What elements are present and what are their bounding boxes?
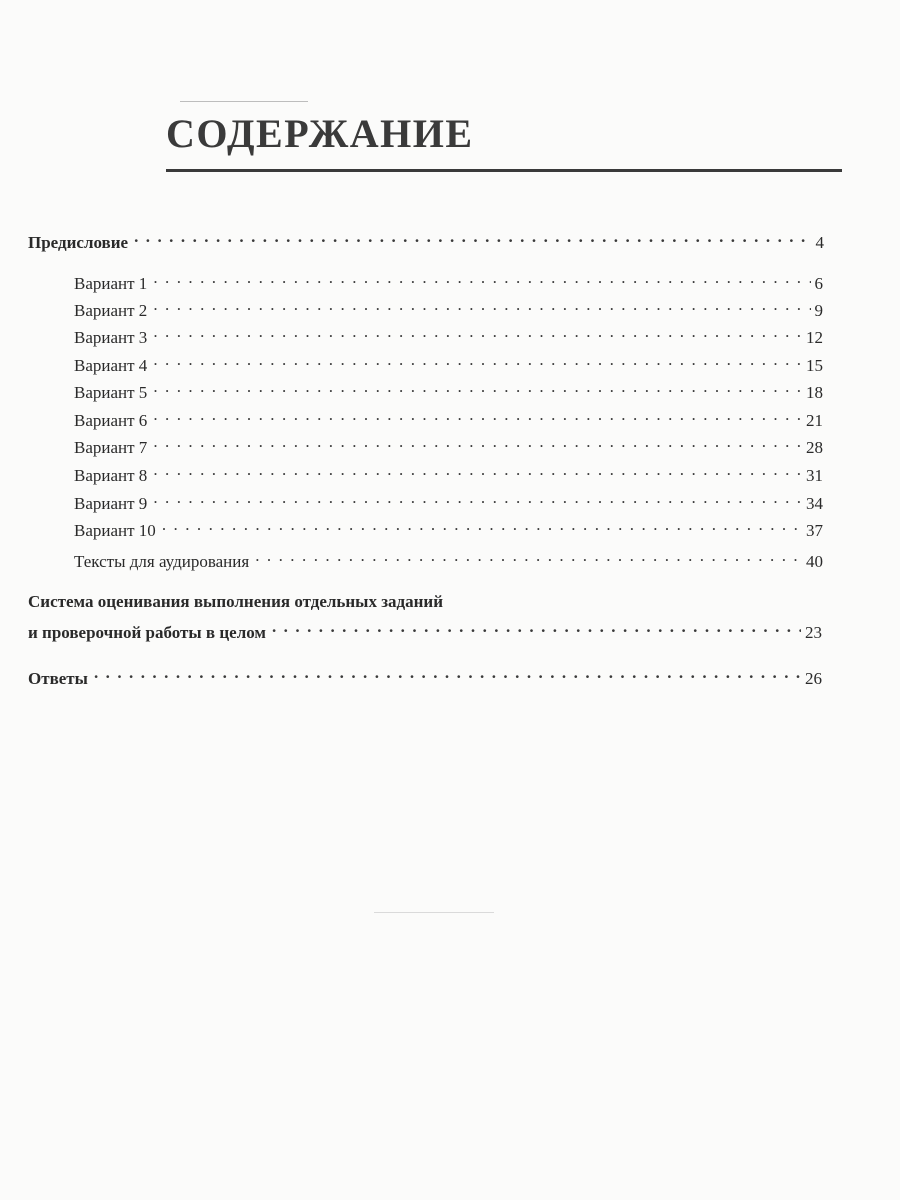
toc-entry-listening-texts[interactable] [74,545,823,571]
toc-entry-page: 28 [806,438,823,457]
toc-entry-label: Вариант 2 [74,301,148,320]
dot-leader [153,267,810,289]
toc-entry-label: Вариант 5 [74,383,148,402]
toc-entry-label: Вариант 1 [74,274,148,293]
dot-leader [153,487,802,509]
toc-entry-page: 4 [815,233,824,252]
toc-entry-label: Вариант 6 [74,411,148,430]
dot-leader [94,662,801,684]
toc-entry-preface[interactable] [28,226,824,252]
dot-leader [153,431,802,453]
bleed-through-mark [374,912,494,913]
toc-entry-page: 21 [806,411,823,430]
dot-leader [153,349,802,371]
toc-entry-page: 34 [806,494,823,513]
toc-entry-variant-3[interactable] [74,321,823,347]
toc-entry-label: Ответы [28,669,88,688]
toc-entry-variant-9[interactable] [74,487,823,513]
toc-entry-label: Вариант 10 [74,521,156,540]
toc-entry-label: Вариант 8 [74,466,148,485]
toc-entry-label: Вариант 7 [74,438,148,457]
toc-entry-variant-6[interactable] [74,404,823,430]
toc-entry-evaluation-line1[interactable]: Система оценивания выполнения отдельных заданий [28,592,444,611]
toc-entry-label: Вариант 3 [74,328,148,347]
toc-entry-variant-5[interactable] [74,376,823,402]
title-top-rule [180,101,308,102]
dot-leader [162,514,802,536]
toc-entry-variant-4[interactable] [74,349,823,375]
toc-entry-label: и проверочной работы в целом [28,623,266,642]
toc-entry-label: Вариант 9 [74,494,148,513]
toc-entry-label: Предисловие [28,233,129,252]
page-title: СОДЕРЖАНИЕ [166,111,474,156]
title-underline [166,169,842,172]
toc-entry-variant-8[interactable] [74,459,823,485]
toc-entry-page: 9 [814,301,823,320]
toc-entry-page: 23 [805,623,822,642]
toc-entry-label: Вариант 4 [74,356,148,375]
dot-leader [153,294,810,316]
dot-leader [153,376,802,398]
toc-entry-page: 12 [806,328,823,347]
toc-entry-variant-1[interactable] [74,267,823,293]
toc-entry-page: 6 [814,274,823,293]
dot-leader [134,226,811,248]
toc-entry-label: Тексты для аудирования [74,552,250,571]
toc-entry-answers[interactable] [28,662,822,688]
toc-entry-page: 26 [805,669,822,688]
dot-leader [153,404,802,426]
toc-entry-variant-2[interactable] [74,294,823,320]
dot-leader [272,616,801,638]
toc-entry-variant-10[interactable] [74,514,823,540]
toc-entry-page: 37 [806,521,823,540]
toc-entry-page: 15 [806,356,823,375]
toc-entry-page: 18 [806,383,823,402]
toc-entry-page: 40 [806,552,823,571]
dot-leader [153,459,802,481]
dot-leader [255,545,802,567]
toc-entry-variant-7[interactable] [74,431,823,457]
dot-leader [153,321,802,343]
toc-entry-page: 31 [806,466,823,485]
toc-entry-evaluation[interactable] [28,616,822,642]
